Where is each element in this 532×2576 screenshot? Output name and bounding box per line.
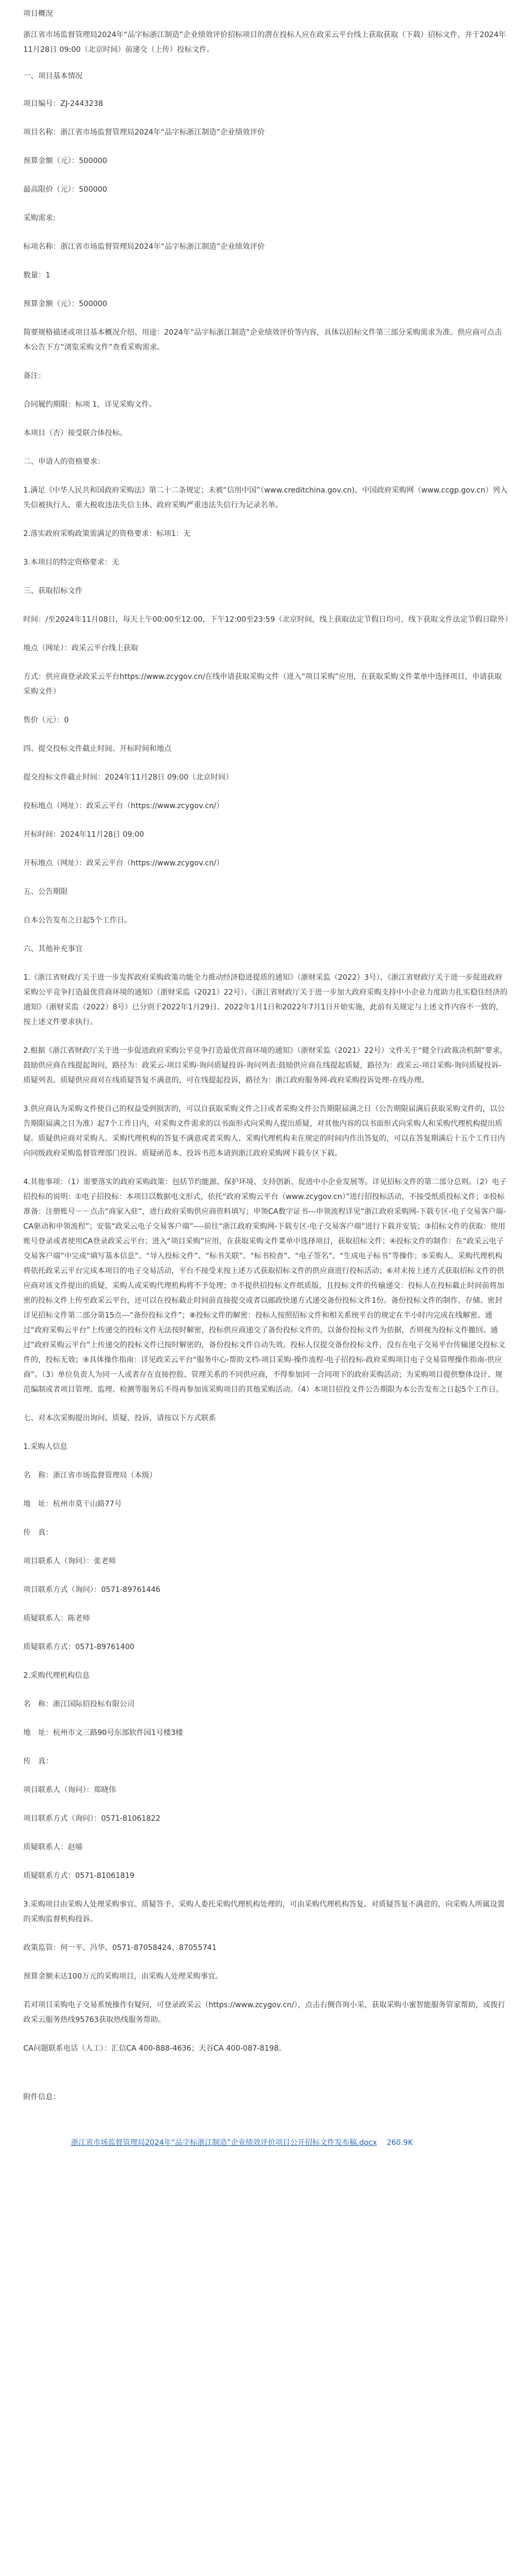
section-1-title: 一、项目基本情况 xyxy=(23,72,83,80)
supplement-2: 2.根据《浙江省财政厅关于进一步促进政府采购公平竞争打造最优营商环境的通知》（浙财采监（2021）22号）文件关于“健全行政裁决机制”要求，鼓励供应商在线提起询问，路径为：政采云-项目采购-询问质疑投诉-询问列表:鼓励供应商在线提起质疑，路径为：政采云-项目采购-询问质疑投诉-质疑列表。质疑供应商对在线质疑答复不满意的，可在线提起投诉，路径为：浙江政府服务网-政府采购投诉处理-在线办理。 xyxy=(23,1046,508,1085)
attachment-label: 附件信息： xyxy=(23,2093,60,2101)
document-price: 售价（元）：0 xyxy=(23,716,69,724)
purchaser-address: 地 址：杭州市莫干山路77号 xyxy=(23,1500,122,1508)
notice-period: 自本公告发布之日起5个工作日。 xyxy=(23,916,132,925)
ca-support-phone: CA问题联系电话（人工）：汇信CA 400-888-4636；天谷CA 400-087-8198。 xyxy=(23,2044,286,2053)
lot-name: 标项名称：浙江省市场监督管理局2024年“品字标浙江制造”企业绩效评价 xyxy=(23,243,265,251)
submit-place: 投标地点（网址）：政采云平台（https://www.zcygov.cn/） xyxy=(23,802,224,810)
lot-budget: 预算金额（元）：500000 xyxy=(23,300,107,308)
open-place: 开标地点（网址）：政采云平台（https://www.zcygov.cn/） xyxy=(23,859,224,867)
agency-title: 2.采购代理机构信息 xyxy=(23,1671,90,1680)
agency-phone: 项目联系方式（询问）：0571-81061822 xyxy=(23,1814,160,1823)
purchaser-contact: 项目联系人（询问）：张老师 xyxy=(23,1557,116,1566)
attachment-size: 260.9K xyxy=(386,2139,413,2147)
regulator-department: 政策监管：何一平、冯华、0571-87058424、87055741 xyxy=(23,1944,217,1952)
consortium-note: 本项目（否）接受联合体投标。 xyxy=(23,429,127,437)
qualification-1: 1.满足《中华人民共和国政府采购法》第二十二条规定；未被“信用中国”（www.creditchina.gov.cn)、中国政府采购网（www.ccgp.gov.cn）列入失信被执行人、重大税收违法失信主体、政府采购严重违法失信行为记录名单。 xyxy=(23,486,508,509)
regulator-text: 3.采购项目由采购人处理采购事宜。质疑答予、采购人委托采购代理机构处理的，可由采购代理机构答复。对质疑答复不满意的，向采购人所属设置的采购监督机构投诉。 xyxy=(23,1900,505,1924)
submit-deadline: 提交投标文件截止时间：2024年11月28日 09:00（北京时间） xyxy=(23,773,233,782)
acquire-time: 时间：/至2024年11月08日，每天上午00:00至12:00，下午12:00至23:59（北京时间，线上获取法定节假日均可，线下获取文件法定节假日除外） xyxy=(23,615,512,624)
platform-help-notice: 若对项目采购电子交易系统操作有疑问，可登录政采云（https://www.zcygov.cn/），点击右侧咨询小采，获取采购小蜜智能服务管家帮助，或拨打政采云服务热线95763获取热线服务帮助。 xyxy=(23,2001,506,2024)
agency-contact: 项目联系人（询问）：郑晓伟 xyxy=(23,1786,116,1794)
supplement-4: 4.其他事项：（1）需要落实的政府采购政策：包括节约能源、保护环境、支持创新、促进中小企业发展等。详见招标文件的第二部分总则。（2）电子招投标的说明：①电子招投标：本项目以数据电文形式，依托“政府采购云平台（www.zcygov.cn）”进行招投标活动，不接受纸质投标文件；②投标准备：注册账号－－点击“商家入驻”，进行政府采购供应商资料填写；申领CA数字证书---申领流程详见“浙江政府采购网-下载专区-电子交易客户端-CA驱动和申领流程”；安装“政采云电子交易客户端”----前往“浙江政府采购网-下载专区-电子交易客户端”进行下载并安装；③招标文件的获取：使用账号登录或者使用CA登录政采云平台；进入“项目采购”应用，在获取采购文件菜单中选择项目，获取招标文件；④投标文件的制作：在“政采云电子交易客户端”中完成“填写基本信息”、“导入投标文件”、“标书关联”、“标书检查”、“电子签名”、“生成电子标书”等操作；⑤采购人、采购代理机构将依托政采云平台完成本项目的电子交易活动，平台不接受未按上述方式获取招标文件的供应商进行投标活动；⑥对未按上述方式获取招标文件的供应商对该文件提出的质疑，采购人或采购代理机构将不予处理；⑦不提供招投标文件纸质版，且投标文件的传输递交：投标人在投标截止时间前将加密的投标文件上传至政采云平台，还可以在投标截止时间前直接提交或者以邮政快递方式递交备份投标文件1份。备份投标文件的制作、存储、密封详见招标文件第二部分第15点---“备份投标文件”；⑧投标文件的解密：投标人按照招标文件和相关系统平台的规定在半小时内完成在线解密。通过“政府采购云平台”上传递交的投标文件无法按时解密，投标供应商递交了备份投标文件的，以备份投标文件为依据，否则视为投标文件撤回。通过“政府采购云平台”上传递交的投标文件已按时解密的，备份投标文件自动失效。投标人仅提交备份投标文件，没有在电子交易平台传输递交投标文件的，投标无效；⑨具体操作指南：详见政采云平台“服务中心-帮助文档-项目采购-操作流程-电子招投标-政府采购项目电子交易管理操作指南-供应商”。（3）单位负责人为同一人或者存在直接控股、管理关系的不同供应商，不得参加同一合同项下的政府采购活动；为采购项目提供整体设计、规范编制或者项目管理、监理、检测等服务后不得再参加该采购项目的其他采购活动。（4）本项目招投文件公告期限为本公告发布之日起5个工作日。 xyxy=(23,1178,507,1394)
qualification-2: 2.落实政府采购政策需满足的资格要求：标项1：无 xyxy=(23,530,191,538)
agency-question-contact: 质疑联系人：赵喵 xyxy=(23,1843,83,1851)
overview-text: 浙江省市场监督管理局2024年“品字标浙江制造”企业绩效评价招标项目的潜在投标人应在政采云平台线上获取获取（下载）招标文件，并于2024年11月28日 09:00（北京时间）前递交（上传）投标文件。 xyxy=(23,31,506,54)
open-time: 开标时间：2024年11月28日 09:00 xyxy=(23,830,145,839)
purchaser-question-phone: 质疑联系方式：0571-89761400 xyxy=(23,1643,134,1651)
agency-address: 地 址：杭州市文三路90号东部软件园1号楼3楼 xyxy=(23,1729,183,1737)
purchaser-title: 1.采购人信息 xyxy=(23,1443,68,1451)
max-price: 最高限价（元）：500000 xyxy=(23,185,107,194)
contract-period: 合同履约期限：标项 1，详见采购文件。 xyxy=(23,400,157,409)
section-5-title: 五、公告期限 xyxy=(23,888,68,896)
supplement-3: 3.供应商认为采购文件使自己的权益受到损害的，可以自获取采购文件之日或者采购文件公告期限届满之日（公告期限届满后获取采购文件的，以公告期限届满之日为准）起7个工作日内，对采购文件需求的以书面形式向采购人提出质疑，对其他内容的以书面形式向采购人和采购代理机构提出质疑。质疑供应商对采购人、采购代理机构的答复不满意或者采购人、采购代理机构未在规定的时间内作出答复的，可以在答复期满后十五个工作日内向同级政府采购监督管理部门投诉。质疑函范本、投诉书范本请到浙江政府采购网下载专区下载。 xyxy=(23,1105,505,1158)
lot-quantity: 数量：1 xyxy=(23,271,50,280)
small-project-notice: 预算金额未达100万元的采购项目，由采购人处理采购事宜。 xyxy=(23,1972,223,1981)
section-6-title: 六、其他补充事宜 xyxy=(23,945,83,953)
demand-label: 采购需求: xyxy=(23,214,56,222)
section-4-title: 四、提交投标文件截止时间、开标时间和地点 xyxy=(23,745,172,753)
purchaser-phone: 项目联系方式（询问）：0571-89761446 xyxy=(23,1586,160,1594)
project-number: 项目编号：ZJ-2443238 xyxy=(23,100,103,108)
acquire-place: 地点（网址）：政采云平台线上获取 xyxy=(23,644,138,652)
section-3-title: 三、获取招标文件 xyxy=(23,587,83,595)
acquire-method: 方式：供应商登录政采云平台https://www.zcygov.cn/在线申请获取采购文件（进入“项目采购”应用，在获取采购文件菜单中选择项目，申请获取采购文件） xyxy=(23,673,502,696)
purchaser-fax: 传 真： xyxy=(23,1528,53,1537)
project-name: 项目名称：浙江省市场监督管理局2024年“品字标浙江制造”企业绩效评价 xyxy=(23,128,265,137)
purchaser-question-contact: 质疑联系人：陈老师 xyxy=(23,1614,90,1623)
overview-title: 项目概况 xyxy=(23,10,53,18)
demand-description: 简要规格描述或项目基本概况介绍、用途：2024年“品字标浙江制造”企业绩效评价等内容，具体以招标文件第三部分采购需求为准。供应商可点击本公告下方“浏览采购文件”查看采购需求。 xyxy=(23,328,502,352)
note-label: 备注： xyxy=(23,372,46,380)
agency-name: 名 称：浙江国际招投标有限公司 xyxy=(23,1700,134,1709)
attachment-row xyxy=(23,2135,509,2150)
agency-question-phone: 质疑联系方式：0571-81061819 xyxy=(23,1872,134,1880)
qualification-3: 3.本项目的特定资格要求：无 xyxy=(23,558,120,567)
agency-fax: 传 真： xyxy=(23,1757,53,1766)
attachment-link[interactable]: 浙江省市场监督管理局2024年“品字标浙江制造”企业绩效评价项目公开招标文件发布稿.docx xyxy=(71,2139,377,2147)
supplement-1: 1.《浙江省财政厅关于进一步发挥政府采购政策功能全力推动经济稳进提质的通知》（浙财采监（2022）3号）、《浙江省财政厅关于进一步促进政府采购公平竞争打造最优营商环境的通知》（浙财采监（2021）22号）、《浙江省财政厅关于进一步加大政府采购支持中小企业力度助力扎实稳住经济的通知》（浙财采监（2022）8号）已分别于2022年1月29日、2022年1月1日和2022年7月1日开始实施，此前有关规定与上述文件内容不一致的，按上述文件要求执行。 xyxy=(23,973,508,1026)
section-2-title: 二、申请人的资格要求： xyxy=(23,458,105,466)
section-7-title: 七、对本次采购提出询问、质疑、投诉，请按以下方式联系 xyxy=(23,1414,216,1423)
purchaser-name: 名 称：浙江省市场监督管理局（本级） xyxy=(23,1471,157,1480)
budget-amount: 预算金额（元）：500000 xyxy=(23,157,107,165)
